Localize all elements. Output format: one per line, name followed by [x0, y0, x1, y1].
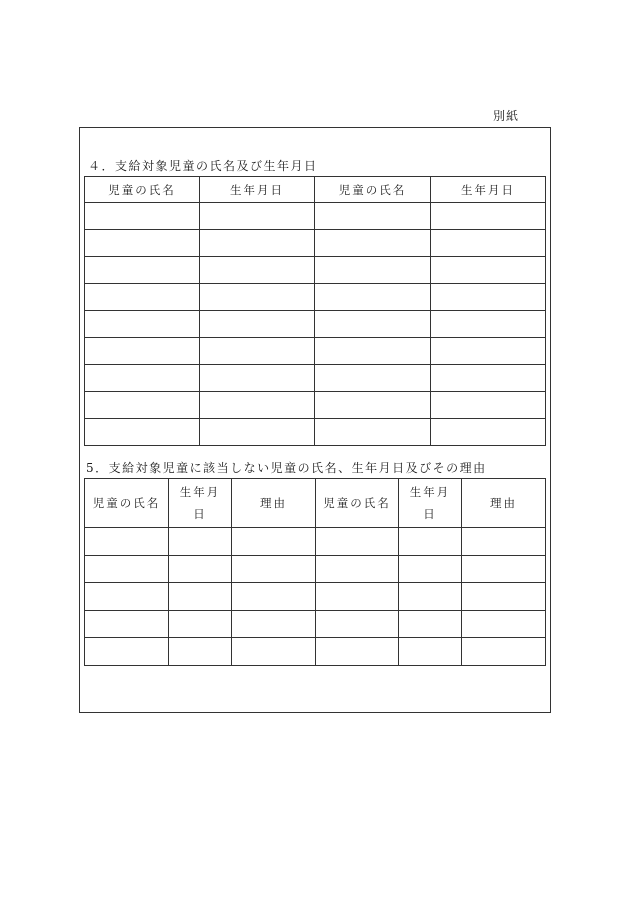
table-cell[interactable] — [85, 583, 169, 611]
table-cell[interactable] — [315, 392, 431, 419]
table-cell[interactable] — [169, 610, 232, 638]
table-row — [85, 610, 546, 638]
section-5-heading: 5．支給対象児童に該当しない児童の氏名、生年月日及びその理由 — [86, 461, 487, 475]
ineligible-child-table — [84, 478, 546, 666]
table-cell[interactable] — [431, 392, 546, 419]
header-birth-date: 生年月日 — [431, 177, 546, 203]
table-cell[interactable] — [85, 257, 200, 284]
table-row — [85, 638, 546, 666]
table-row — [85, 311, 546, 338]
table-cell[interactable] — [462, 610, 546, 638]
section-4-heading: ４．支給対象児童の氏名及び生年月日 — [88, 159, 318, 173]
header-reason: 理由 — [232, 479, 316, 528]
table-cell[interactable] — [200, 284, 315, 311]
table-cell[interactable] — [315, 257, 431, 284]
table-cell[interactable] — [232, 555, 316, 583]
table-row — [85, 365, 546, 392]
table-cell[interactable] — [200, 311, 315, 338]
table-cell[interactable] — [85, 230, 200, 257]
table-cell[interactable] — [316, 528, 399, 556]
table-cell[interactable] — [431, 230, 546, 257]
table-cell[interactable] — [462, 638, 546, 666]
table-cell[interactable] — [85, 203, 200, 230]
table-cell[interactable] — [169, 555, 232, 583]
table-cell[interactable] — [200, 203, 315, 230]
table-cell[interactable] — [169, 583, 232, 611]
header-birth-date: 生年月 日 — [399, 479, 462, 528]
table-header-row — [85, 479, 546, 528]
table-cell[interactable] — [315, 338, 431, 365]
table-cell[interactable] — [462, 528, 546, 556]
table-cell[interactable] — [85, 311, 200, 338]
table-cell[interactable] — [316, 638, 399, 666]
table-cell[interactable] — [315, 284, 431, 311]
table-cell[interactable] — [431, 365, 546, 392]
attachment-label: 別紙 — [493, 109, 520, 123]
header-reason: 理由 — [462, 479, 546, 528]
table-row — [85, 583, 546, 611]
table-row — [85, 284, 546, 311]
table-cell[interactable] — [169, 528, 232, 556]
table-row — [85, 555, 546, 583]
header-birth-date: 生年月 日 — [169, 479, 232, 528]
table-cell[interactable] — [462, 583, 546, 611]
table-cell[interactable] — [200, 419, 315, 446]
table-cell[interactable] — [200, 338, 315, 365]
table-cell[interactable] — [232, 638, 316, 666]
table-cell[interactable] — [315, 230, 431, 257]
table-cell[interactable] — [399, 583, 462, 611]
table-cell[interactable] — [232, 610, 316, 638]
table-cell[interactable] — [399, 638, 462, 666]
table-cell[interactable] — [85, 528, 169, 556]
table-cell[interactable] — [232, 583, 316, 611]
table-row — [85, 230, 546, 257]
table-cell[interactable] — [431, 284, 546, 311]
table-cell[interactable] — [315, 203, 431, 230]
table-row — [85, 203, 546, 230]
table-cell[interactable] — [315, 365, 431, 392]
child-list-table — [84, 176, 546, 446]
table-cell[interactable] — [399, 555, 462, 583]
table-cell[interactable] — [85, 365, 200, 392]
table-cell[interactable] — [85, 638, 169, 666]
table-cell[interactable] — [85, 338, 200, 365]
table-cell[interactable] — [169, 638, 232, 666]
table-cell[interactable] — [431, 419, 546, 446]
table-cell[interactable] — [200, 392, 315, 419]
table-cell[interactable] — [200, 257, 315, 284]
header-birth-date: 生年月日 — [200, 177, 315, 203]
table-cell[interactable] — [85, 284, 200, 311]
header-child-name: 児童の氏名 — [85, 479, 169, 528]
table-cell[interactable] — [399, 528, 462, 556]
table-cell[interactable] — [431, 257, 546, 284]
table-cell[interactable] — [85, 610, 169, 638]
table-header-row — [85, 177, 546, 203]
table-cell[interactable] — [315, 311, 431, 338]
table-row — [85, 338, 546, 365]
table-cell[interactable] — [399, 610, 462, 638]
table-row — [85, 528, 546, 556]
table-cell[interactable] — [316, 583, 399, 611]
table-cell[interactable] — [431, 311, 546, 338]
table-row — [85, 257, 546, 284]
header-child-name: 児童の氏名 — [315, 177, 431, 203]
header-child-name: 児童の氏名 — [85, 177, 200, 203]
table-cell[interactable] — [85, 419, 200, 446]
table-cell[interactable] — [316, 555, 399, 583]
table-row — [85, 392, 546, 419]
header-child-name: 児童の氏名 — [316, 479, 399, 528]
table-cell[interactable] — [431, 338, 546, 365]
table-row — [85, 419, 546, 446]
table-cell[interactable] — [200, 230, 315, 257]
table-cell[interactable] — [85, 555, 169, 583]
table-cell[interactable] — [316, 610, 399, 638]
table-cell[interactable] — [200, 365, 315, 392]
table-cell[interactable] — [232, 528, 316, 556]
table-cell[interactable] — [315, 419, 431, 446]
table-cell[interactable] — [85, 392, 200, 419]
table-cell[interactable] — [431, 203, 546, 230]
table-cell[interactable] — [462, 555, 546, 583]
